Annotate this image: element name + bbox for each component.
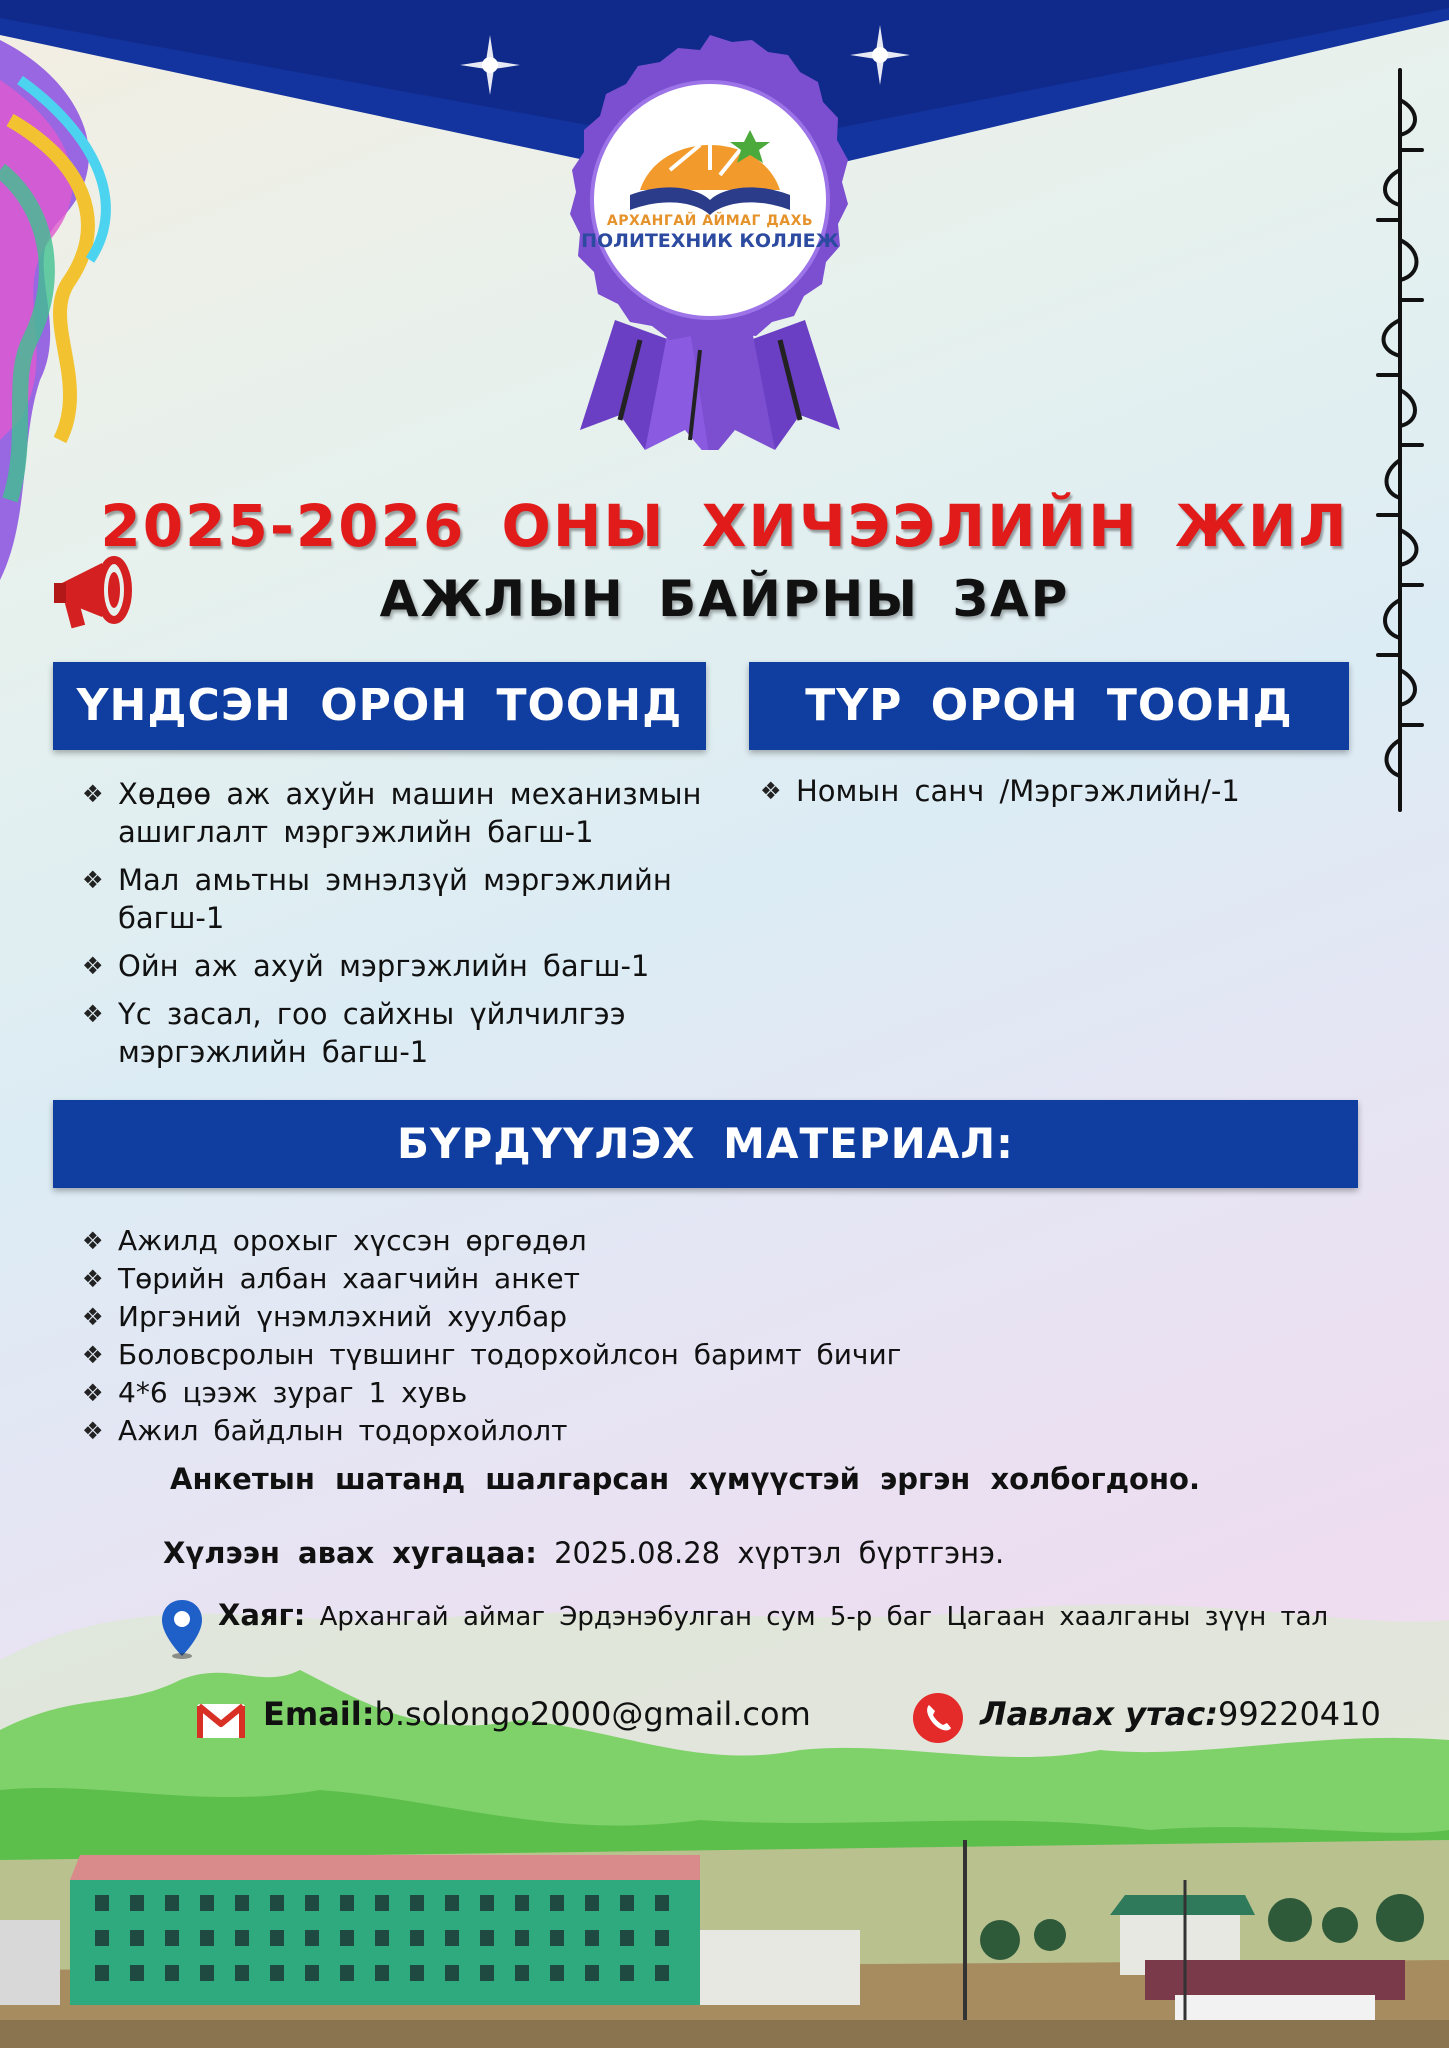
- diamond-bullet-icon: ❖: [82, 1000, 104, 1028]
- list-item: ❖ Хөдөө аж ахуйн машин механизмын ашиглалт мэргэжлийн багш-1: [82, 777, 702, 849]
- address-label: Хаяг:: [218, 1598, 306, 1632]
- list-item: ❖ Ажилд орохыг хүссэн өргөдөл: [80, 1222, 1280, 1260]
- logo-caption-name: ПОЛИТЕХНИК КОЛЛЕЖ: [581, 230, 839, 252]
- materials-list: [80, 1222, 1280, 1450]
- diamond-bullet-icon: ❖: [82, 780, 104, 808]
- list-item: ❖ Иргэний үнэмлэхний хуулбар: [80, 1298, 1280, 1336]
- list-item: ❖ Үс засал, гоо сайхны үйлчилгээ мэргэжлийн багш-1: [82, 997, 626, 1069]
- diamond-bullet-icon: ❖: [82, 952, 104, 980]
- diamond-bullet-icon: ❖: [82, 1227, 104, 1255]
- list-item: ❖ Номын санч /Мэргэжлийн/-1: [760, 774, 1240, 808]
- vertical-mongolian-script: [1360, 60, 1440, 820]
- diamond-bullet-icon: ❖: [760, 777, 782, 805]
- selection-notice: Анкетын шатанд шалгарсан хүмүүстэй эргэн холбогдоно.: [170, 1462, 1200, 1496]
- phone-row: [912, 1695, 1381, 1733]
- address-row: [160, 1598, 1328, 1632]
- diamond-bullet-icon: ❖: [82, 1379, 104, 1407]
- headline-job-announcement: АЖЛЫН БАЙРНЫ ЗАР: [379, 570, 1070, 628]
- main-positions-heading: ҮНДСЭН ОРОН ТООНД: [53, 662, 706, 750]
- email-address[interactable]: b.solongo2000@gmail.com: [374, 1695, 811, 1733]
- diamond-bullet-icon: ❖: [82, 866, 104, 894]
- materials-heading: БҮРДҮҮЛЭХ МАТЕРИАЛ:: [53, 1100, 1358, 1188]
- list-item: ❖ 4*6 цээж зураг 1 хувь: [80, 1374, 1280, 1412]
- list-item: ❖ Ойн аж ахуй мэргэжлийн багш-1: [82, 949, 650, 983]
- list-item: ❖ Төрийн албан хаагчийн анкет: [80, 1260, 1280, 1298]
- email-row: [195, 1695, 811, 1733]
- diamond-bullet-icon: ❖: [82, 1265, 104, 1293]
- list-item: ❖ Боловсролын түвшинг тодорхойлсон баримт бичиг: [80, 1336, 1280, 1374]
- deadline-label: Хүлээн авах хугацаа:: [163, 1536, 537, 1570]
- list-item: ❖ Мал амьтны эмнэлзүй мэргэжлийн багш-1: [82, 863, 672, 935]
- diamond-bullet-icon: ❖: [82, 1417, 104, 1445]
- phone-label: Лавлах утас:: [980, 1695, 1218, 1733]
- logo-caption-top: АРХАНГАЙ АЙМАГ ДАХЬ: [606, 213, 814, 229]
- list-item: ❖ Ажил байдлын тодорхойлолт: [80, 1412, 1280, 1450]
- temp-positions-list: [758, 772, 1318, 810]
- address-value: Архангай аймаг Эрдэнэбулган сум 5-р баг Цагаан хаалганы зүүн тал: [319, 1602, 1329, 1632]
- main-positions-list: [80, 775, 720, 1081]
- headline-academic-year: 2025-2026 ОНЫ ХИЧЭЭЛИЙН ЖИЛ: [100, 492, 1349, 560]
- diamond-bullet-icon: ❖: [82, 1341, 104, 1369]
- diamond-bullet-icon: ❖: [82, 1303, 104, 1331]
- temp-positions-heading: ТҮР ОРОН ТООНД: [749, 662, 1349, 750]
- deadline-value: 2025.08.28 хүртэл бүртгэнэ.: [554, 1536, 1005, 1570]
- email-label: Email:: [263, 1695, 375, 1733]
- phone-number[interactable]: 99220410: [1218, 1695, 1381, 1733]
